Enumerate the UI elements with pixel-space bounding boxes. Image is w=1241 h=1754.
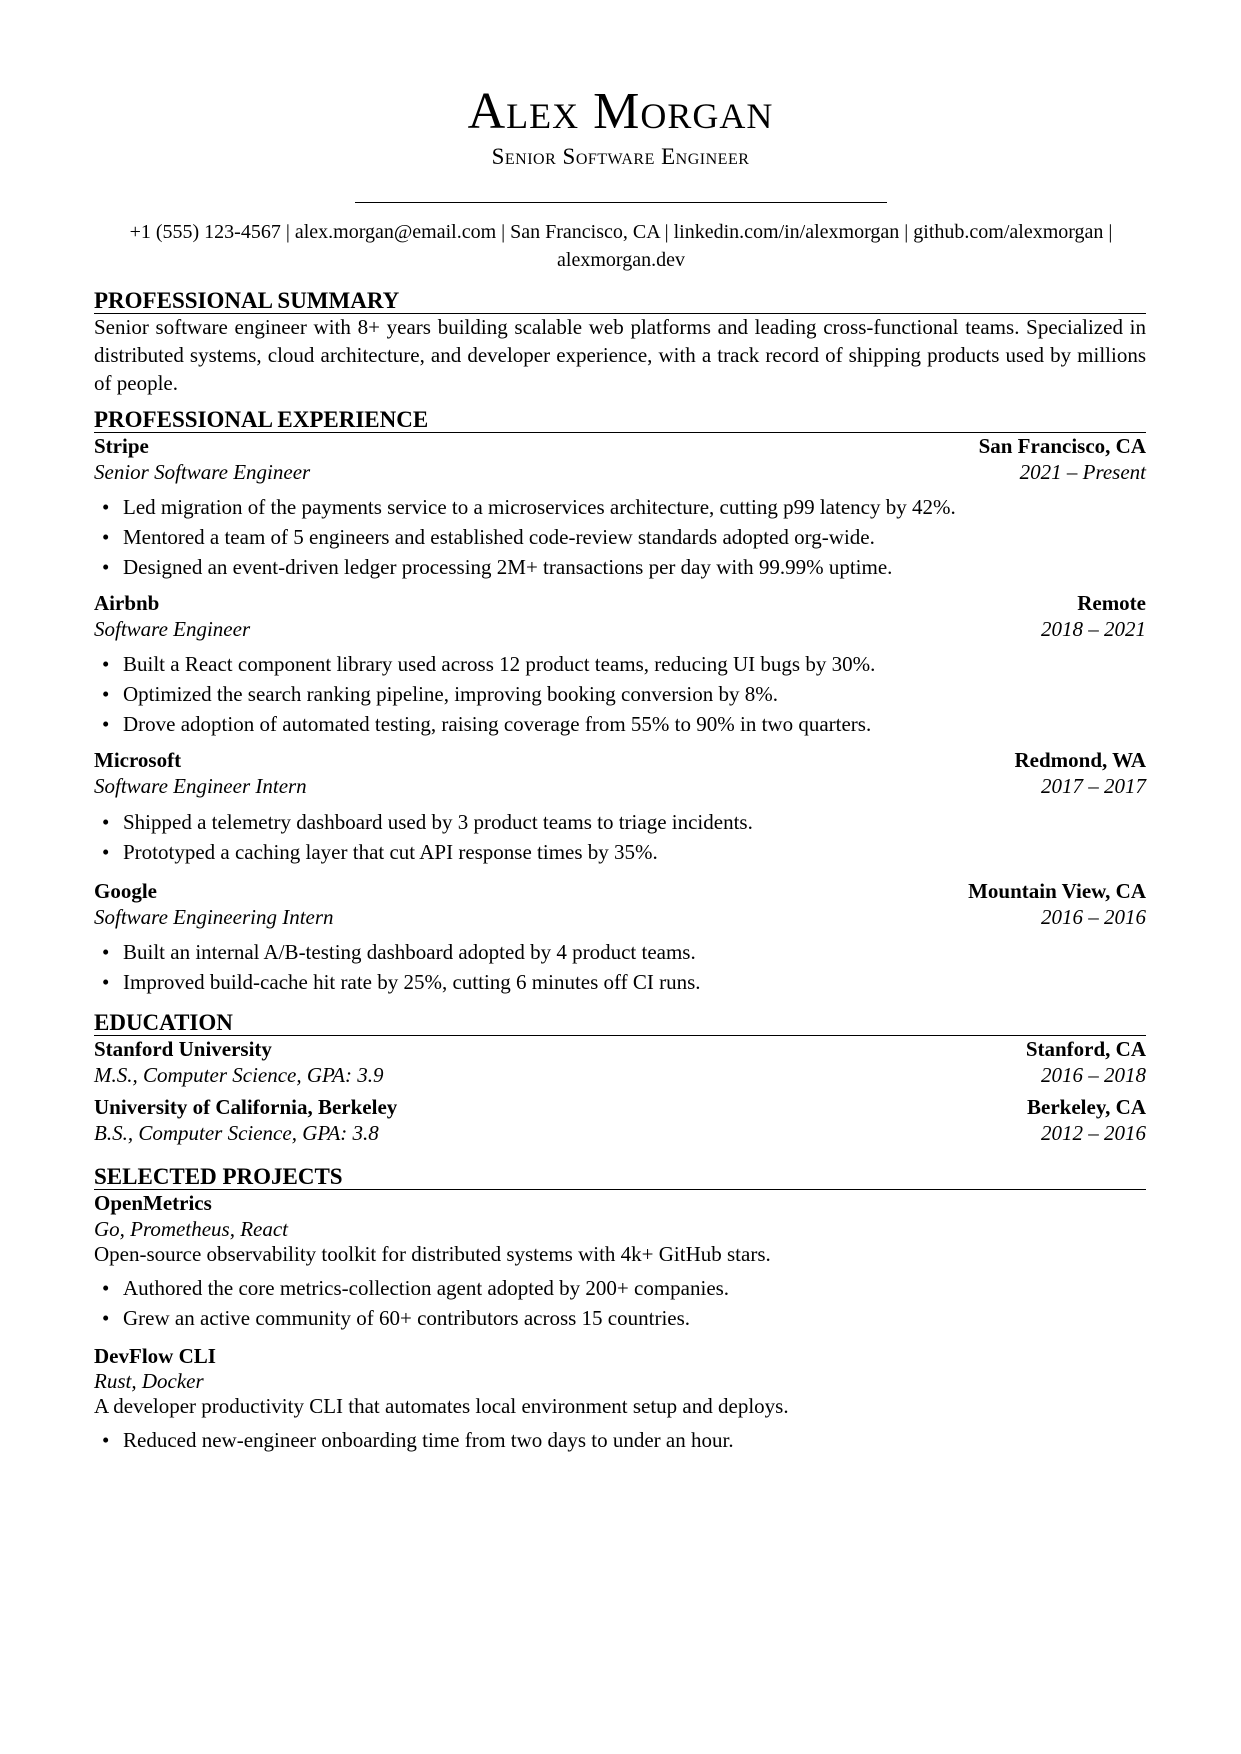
bullet-item [94,837,1146,867]
bullet-icon: • [102,970,110,994]
job-role: Software Engineer [94,617,251,641]
job-header [94,589,1146,617]
job-bullets [94,937,1146,997]
job-subheader [94,772,1146,800]
school-location: Berkeley, CA [1027,1095,1146,1119]
bullet-item [94,807,1146,837]
bullet-text: Built an internal A/B-testing dashboard adopted by 4 product teams. [123,940,696,964]
section-heading-summary: PROFESSIONAL SUMMARY [94,288,1146,314]
section-heading-experience: PROFESSIONAL EXPERIENCE [94,407,1146,433]
project-name: DevFlow CLI [94,1344,216,1368]
contact-info [96,218,1146,274]
education-header [94,1093,1146,1121]
project-stack-row [94,1215,1146,1243]
bullet-item [94,492,1146,522]
bullet-text: Designed an event-driven ledger processing 2M+ transactions per day with 99.99% uptime. [123,555,893,579]
job-location: Remote [1077,591,1146,615]
degree: B.S., Computer Science, GPA: 3.8 [94,1121,379,1145]
bullet-item [94,1303,1146,1333]
candidate-title: Senior Software Engineer [491,144,750,169]
job-dates: 2021 – Present [1019,460,1146,484]
project-header [94,1342,1146,1370]
bullet-icon: • [102,810,110,834]
school-location: Stanford, CA [1025,1037,1146,1061]
education-subheader [94,1061,1146,1089]
bullet-text: Mentored a team of 5 engineers and established code-review standards adopted org-wide. [123,525,875,549]
bullet-text: Grew an active community of 60+ contributors across 15 countries. [123,1306,691,1330]
section-heading-education: EDUCATION [94,1010,1146,1036]
job-role: Software Engineer Intern [94,774,307,798]
bullet-icon: • [102,525,110,549]
summary-text: Senior software engineer with 8+ years building scalable web platforms and leading cross-functional teams. Specialized in distributed systems, cloud architecture, and developer experience, with a track record of shipping products used by millions of people. [94,315,1146,395]
school-name: Stanford University [94,1037,272,1061]
bullet-icon: • [102,1276,110,1300]
bullet-text: Drove adoption of automated testing, raising coverage from 55% to 90% in two quarters. [123,712,872,736]
job-subheader [94,458,1146,486]
job-role: Software Engineering Intern [94,905,334,929]
bullet-icon: • [102,1306,110,1330]
contact-line-2: alexmorgan.dev [557,249,685,271]
education-dates: 2016 – 2018 [1041,1063,1146,1087]
bullet-item [94,522,1146,552]
bullet-icon: • [102,712,110,736]
project-description: A developer productivity CLI that automates local environment setup and deploys. [94,1394,789,1418]
bullet-item [94,937,1146,967]
candidate-name: Alex Morgan [467,83,774,140]
project-description: Open-source observability toolkit for distributed systems with 4k+ GitHub stars. [94,1242,771,1266]
job-header [94,746,1146,774]
project-stack-row [94,1367,1146,1395]
degree: M.S., Computer Science, GPA: 3.9 [94,1063,384,1087]
education-header [94,1035,1146,1063]
job-company: Microsoft [94,748,182,772]
bullet-icon: • [102,940,110,964]
job-header [94,432,1146,460]
job-bullets [94,807,1146,867]
job-dates: 2017 – 2017 [1041,774,1146,798]
job-dates: 2016 – 2016 [1041,905,1146,929]
project-name: OpenMetrics [94,1191,212,1215]
bullet-icon: • [102,652,110,676]
bullet-item [94,552,1146,582]
bullet-text: Optimized the search ranking pipeline, improving booking conversion by 8%. [123,682,778,706]
section-heading-projects: SELECTED PROJECTS [94,1164,1146,1190]
bullet-text: Improved build-cache hit rate by 25%, cutting 6 minutes off CI runs. [123,970,701,994]
job-company: Google [94,879,157,903]
bullet-item [94,679,1146,709]
school-name: University of California, Berkeley [94,1095,398,1119]
job-company: Airbnb [94,591,160,615]
job-bullets [94,492,1146,582]
bullet-item [94,1273,1146,1303]
bullet-item [94,649,1146,679]
job-subheader [94,903,1146,931]
education-dates: 2012 – 2016 [1041,1121,1146,1145]
bullet-icon: • [102,555,110,579]
job-location: Redmond, WA [1014,748,1146,772]
job-location: San Francisco, CA [978,434,1146,458]
contact-line-1: +1 (555) 123-4567 | alex.morgan@email.com | San Francisco, CA | linkedin.com/in/alexmorgan | github.com/alexmorgan | [129,221,1113,243]
bullet-text: Built a React component library used across 12 product teams, reducing UI bugs by 30%. [123,652,876,676]
job-bullets [94,649,1146,739]
job-location: Mountain View, CA [968,879,1146,903]
job-header [94,877,1146,905]
project-header [94,1189,1146,1217]
bullet-item [94,967,1146,997]
education-subheader [94,1119,1146,1147]
bullet-text: Shipped a telemetry dashboard used by 3 product teams to triage incidents. [123,810,753,834]
bullet-text: Reduced new-engineer onboarding time from two days to under an hour. [123,1428,734,1452]
header-divider [355,202,887,203]
job-dates: 2018 – 2021 [1041,617,1146,641]
bullet-icon: • [102,1428,110,1452]
bullet-text: Authored the core metrics-collection agent adopted by 200+ companies. [123,1276,730,1300]
job-company: Stripe [94,434,149,458]
job-subheader [94,615,1146,643]
project-stack: Rust, Docker [94,1369,204,1393]
bullet-item [94,1425,1146,1455]
bullet-text: Prototyped a caching layer that cut API response times by 35%. [123,840,658,864]
project-stack: Go, Prometheus, React [94,1217,289,1241]
job-role: Senior Software Engineer [94,460,311,484]
project-description-row [94,1392,1146,1420]
project-description-row [94,1240,1146,1268]
bullet-icon: • [102,840,110,864]
project-bullets [94,1273,1146,1333]
bullet-icon: • [102,495,110,519]
bullet-icon: • [102,682,110,706]
bullet-item [94,709,1146,739]
bullet-text: Led migration of the payments service to a microservices architecture, cutting p99 latency by 42%. [123,495,956,519]
project-bullets [94,1425,1146,1455]
